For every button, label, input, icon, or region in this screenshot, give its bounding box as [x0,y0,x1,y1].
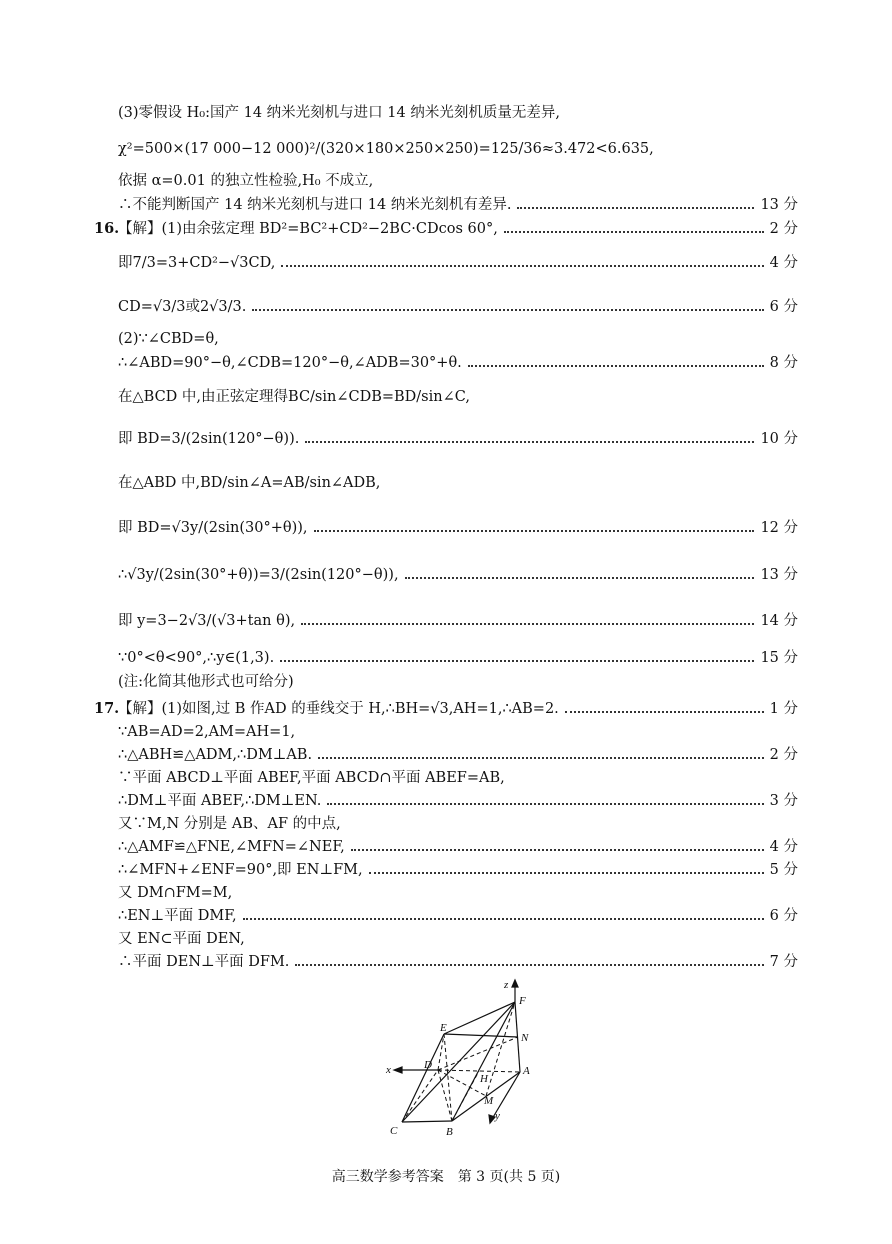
score: 4 分 [769,255,798,271]
line-text: ∴平面 DEN⊥平面 DFM. [118,954,290,970]
question-number-16: 16. [94,220,120,237]
line-text: ∴DM⊥平面 ABEF,∴DM⊥EN. [118,793,322,809]
axis-z-arrow [512,980,518,987]
line-18 [118,702,798,717]
score: 2 分 [769,221,798,237]
label-C: C [390,1125,398,1137]
line-8 [118,332,798,347]
line-14 [118,568,798,583]
line-26 [118,886,798,901]
line-text: 即 y=3−2√3/(√3+tan θ), [118,613,296,629]
dot-leader [295,964,763,966]
line-text: 即 BD=3/(2sin(120°−θ)). [118,431,300,447]
line-text: 又 DM∩FM=M, [118,885,233,901]
dot-leader [327,803,763,805]
line-3 [118,174,798,189]
label-H: H [480,1073,488,1085]
dot-leader [504,231,764,233]
prism-diagram [380,974,540,1144]
line-19 [118,725,798,740]
score: 14 分 [760,613,798,629]
axis-x-arrow [394,1067,402,1073]
line-text: ∵0°<θ<90°,∴y∈(1,3). [118,650,275,666]
line-4 [118,198,798,213]
score: 13 分 [760,567,798,583]
edge-CB [402,1121,452,1122]
line-2 [118,142,798,157]
label-B: B [446,1126,453,1138]
label-A: A [523,1065,530,1077]
dot-leader [405,577,755,579]
line-29 [118,955,798,970]
label-F: F [519,995,526,1007]
line-text: ∴△ABH≌△ADM,∴DM⊥AB. [118,747,313,763]
dot-leader [280,660,754,662]
score: 7 分 [769,954,798,970]
line-text: ∴EN⊥平面 DMF, [118,908,237,924]
score: 5 分 [769,862,798,878]
edge-EN [444,1034,518,1037]
geometry-figure [380,974,540,1144]
label-E: E [440,1022,447,1034]
line-7 [118,300,798,315]
label-N: N [521,1032,529,1044]
line-text: 又 EN⊂平面 DEN, [118,931,245,947]
line-text: 即7/3=3+CD²−√3CD, [118,255,276,271]
line-13 [118,521,798,536]
dot-leader [281,265,763,267]
line-text: ∴∠ABD=90°−θ,∠CDB=120°−θ,∠ADB=30°+θ. [118,355,462,371]
line-text: ∵平面 ABCD⊥平面 ABEF,平面 ABCD∩平面 ABEF=AB, [118,770,505,786]
score: 10 分 [760,431,798,447]
line-6 [118,256,798,271]
dot-leader [314,530,755,532]
dot-leader [468,365,764,367]
line-text: CD=√3/3或2√3/3. [118,299,247,315]
dashed-DB [438,1070,452,1121]
dot-leader [243,918,764,920]
score: 6 分 [769,299,798,315]
line-text: 依据 α=0.01 的独立性检验,H₀ 不成立, [118,173,374,189]
label-y: y [495,1110,500,1122]
label-z: z [504,979,509,991]
label-x: x [386,1064,391,1076]
dot-leader [351,849,764,851]
dashed-CD [402,1070,438,1122]
line-11 [118,432,798,447]
line-text: 即 BD=√3y/(2sin(30°+θ)), [118,520,308,536]
edge-CE [402,1034,444,1122]
score: 13 分 [760,197,798,213]
line-text: 在△ABD 中,BD/sin∠A=AB/sin∠ADB, [118,475,381,491]
line-10 [118,390,798,405]
line-text: ∵AB=AD=2,AM=AH=1, [118,724,296,740]
line-9 [118,356,798,371]
line-text: χ²=500×(17 000−12 000)²/(320×180×250×250)=125/36≈3.472<6.635, [118,141,654,157]
label-M: M [484,1095,494,1107]
question-number-17: 17. [94,700,120,717]
line-1 [118,106,798,121]
line-12 [118,476,798,491]
line-16 [118,651,798,666]
line-text: 【解】(1)由余弦定理 BD²=BC²+CD²−2BC·CDcos 60°, [118,221,498,237]
line-text: ∴不能判断国产 14 纳米光刻机与进口 14 纳米光刻机有差异. [118,197,512,213]
score: 4 分 [769,839,798,855]
dot-leader [318,757,764,759]
line-text: ∴∠MFN+∠ENF=90°,即 EN⊥FM, [118,862,363,878]
dot-leader [252,309,763,311]
line-5 [118,222,798,237]
line-25 [118,863,798,878]
line-text: ∴√3y/(2sin(30°+θ))=3/(2sin(120°−θ)), [118,567,399,583]
edge-EF [444,1002,515,1034]
dot-leader [517,207,754,209]
dot-leader [565,711,764,713]
dot-leader [305,441,754,443]
line-28 [118,932,798,947]
line-20 [118,748,798,763]
line-17 [118,675,798,690]
dashed-DM [438,1070,486,1096]
line-text: (注:化简其他形式也可给分) [118,674,294,690]
line-15 [118,614,798,629]
line-24 [118,840,798,855]
line-21 [118,771,798,786]
score: 15 分 [760,650,798,666]
line-text: 又∵M,N 分别是 AB、AF 的中点, [118,816,341,832]
score: 2 分 [769,747,798,763]
page-footer: 高三数学参考答案 第 3 页(共 5 页) [331,1169,561,1185]
score: 3 分 [769,793,798,809]
score: 1 分 [769,701,798,717]
dot-leader [301,623,754,625]
score: 8 分 [769,355,798,371]
score: 12 分 [760,520,798,536]
line-23 [118,817,798,832]
score: 6 分 [769,908,798,924]
label-D: D [424,1059,432,1071]
line-text: 【解】(1)如图,过 B 作AD 的垂线交于 H,∴BH=√3,AH=1,∴AB=2. [118,701,559,717]
dot-leader [369,872,764,874]
line-text: (3)零假设 H₀:国产 14 纳米光刻机与进口 14 纳米光刻机质量无差异, [118,105,560,121]
line-text: (2)∵∠CBD=θ, [118,331,219,347]
line-text: ∴△AMF≌△FNE,∠MFN=∠NEF, [118,839,345,855]
line-27 [118,909,798,924]
line-text: 在△BCD 中,由正弦定理得BC/sin∠CDB=BD/sin∠C, [118,389,470,405]
line-22 [118,794,798,809]
